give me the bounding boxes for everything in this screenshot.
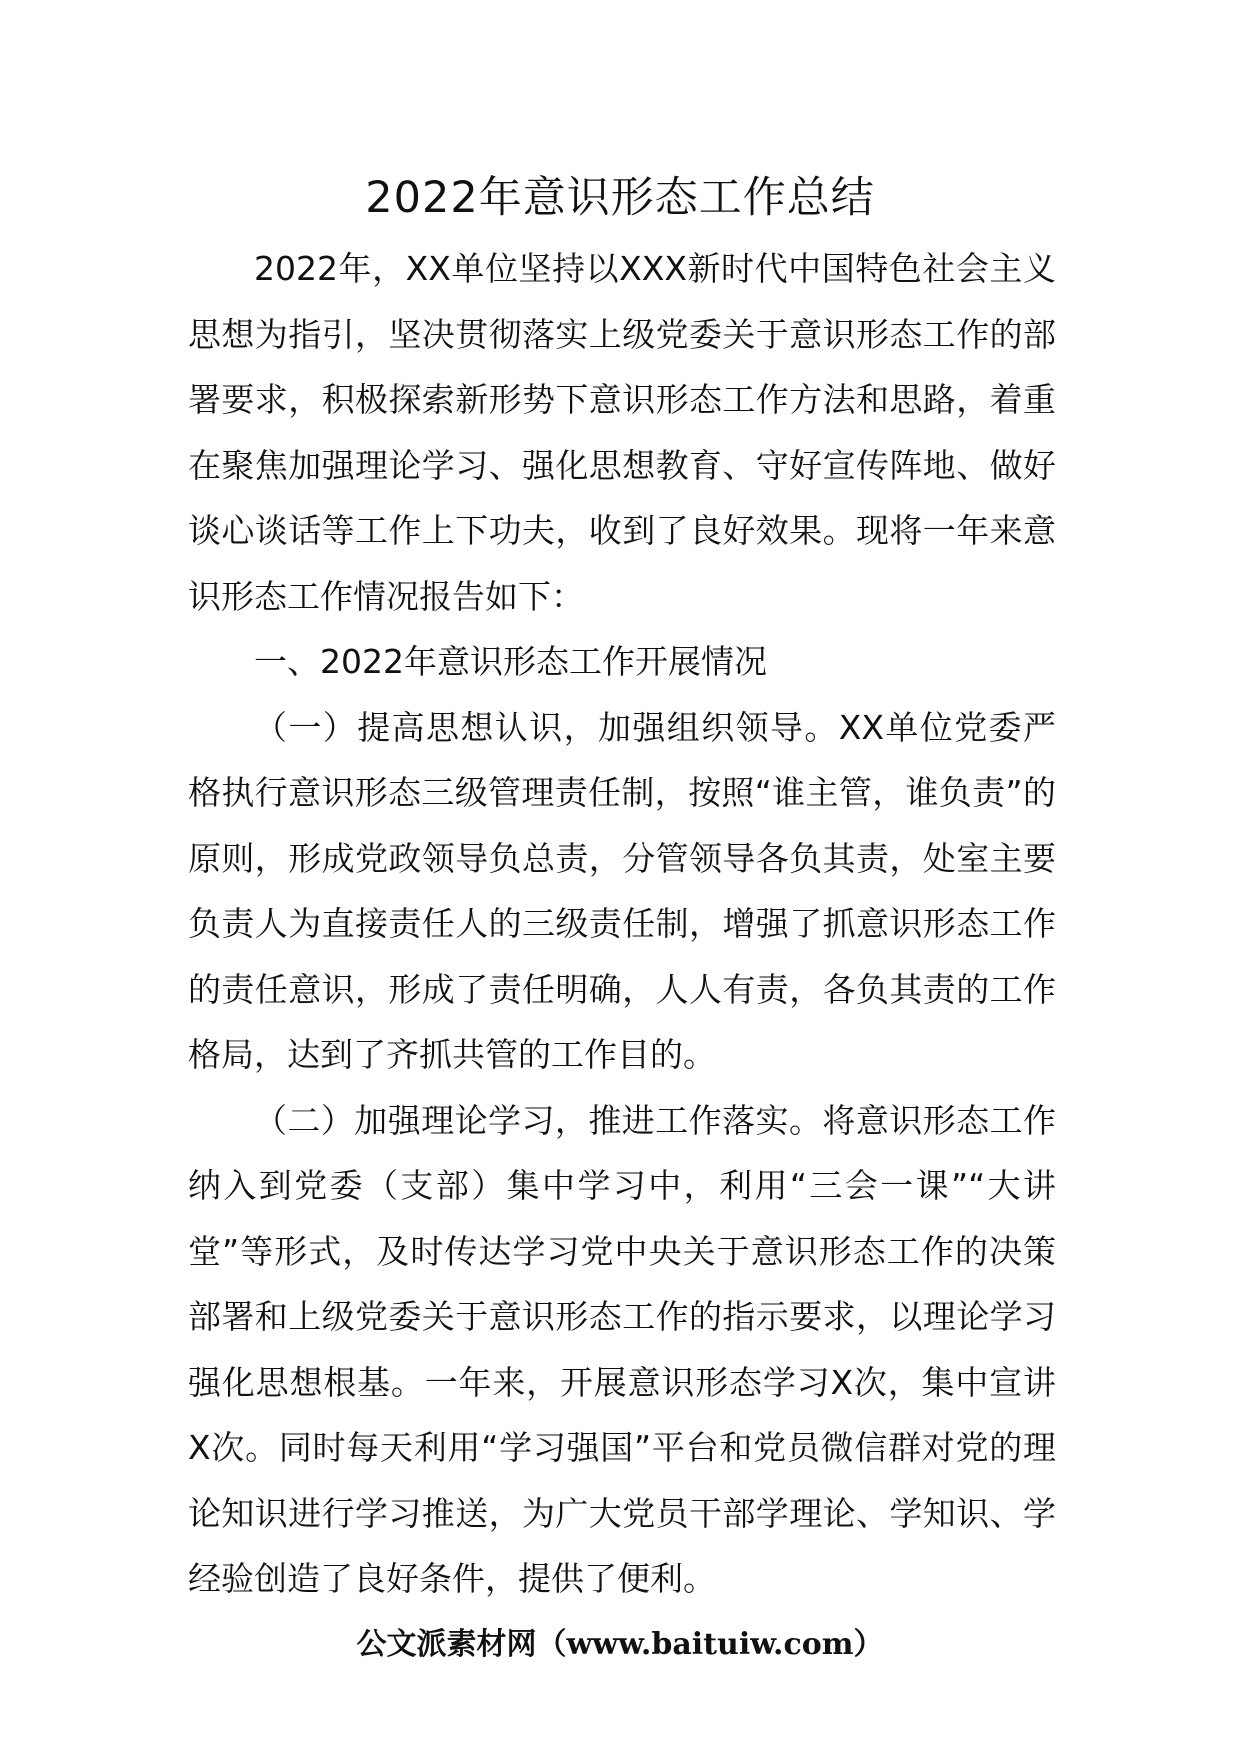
document-title: 2022年意识形态工作总结 <box>365 173 875 223</box>
section-heading: 一、2022年意识形态工作开展情况 <box>254 642 767 681</box>
subsection-paragraph-2: （二）加强理论学习，推进工作落实。将意识形态工作纳入到党委（支部）集中学习中，利用“三会一课”“大讲堂”等形式，及时传达学习党中央关于意识形态工作的决策部署和上级党委关于意识形态工作的指示要求，以理论学习强化思想根基。一年来，开展意识形态学习X次，集中宣讲X次。同时每天利用“学习强国”平台和党员微信群对党的理论知识进行学习推送，为广大党员干部学理论、学知识、学经验创造了良好条件，提供了便利。 <box>188 1100 1056 1598</box>
subsection-paragraph-1: （一）提高思想认识，加强组织领导。XX单位党委严格执行意识形态三级管理责任制，按照“谁主管，谁负责”的原则，形成党政领导负总责，分管领导各负其责，处室主要负责人为直接责任人的三级责任制，增强了抓意识形态工作的责任意识，形成了责任明确，人人有责，各负其责的工作格局，达到了齐抓共管的工作目的。 <box>188 707 1056 1074</box>
footer-watermark: 公文派素材网（www.baituiw.com） <box>356 1627 884 1662</box>
intro-paragraph: 2022年，XX单位坚持以XXX新时代中国特色社会主义思想为指引，坚决贯彻落实上级党委关于意识形态工作的部署要求，积极探索新形势下意识形态工作方法和思路，着重在聚焦加强理论学习、强化思想教育、守好宣传阵地、做好谈心谈话等工作上下功夫，收到了良好效果。现将一年来意识形态工作情况报告如下： <box>188 249 1056 616</box>
document-body <box>188 236 1056 1612</box>
